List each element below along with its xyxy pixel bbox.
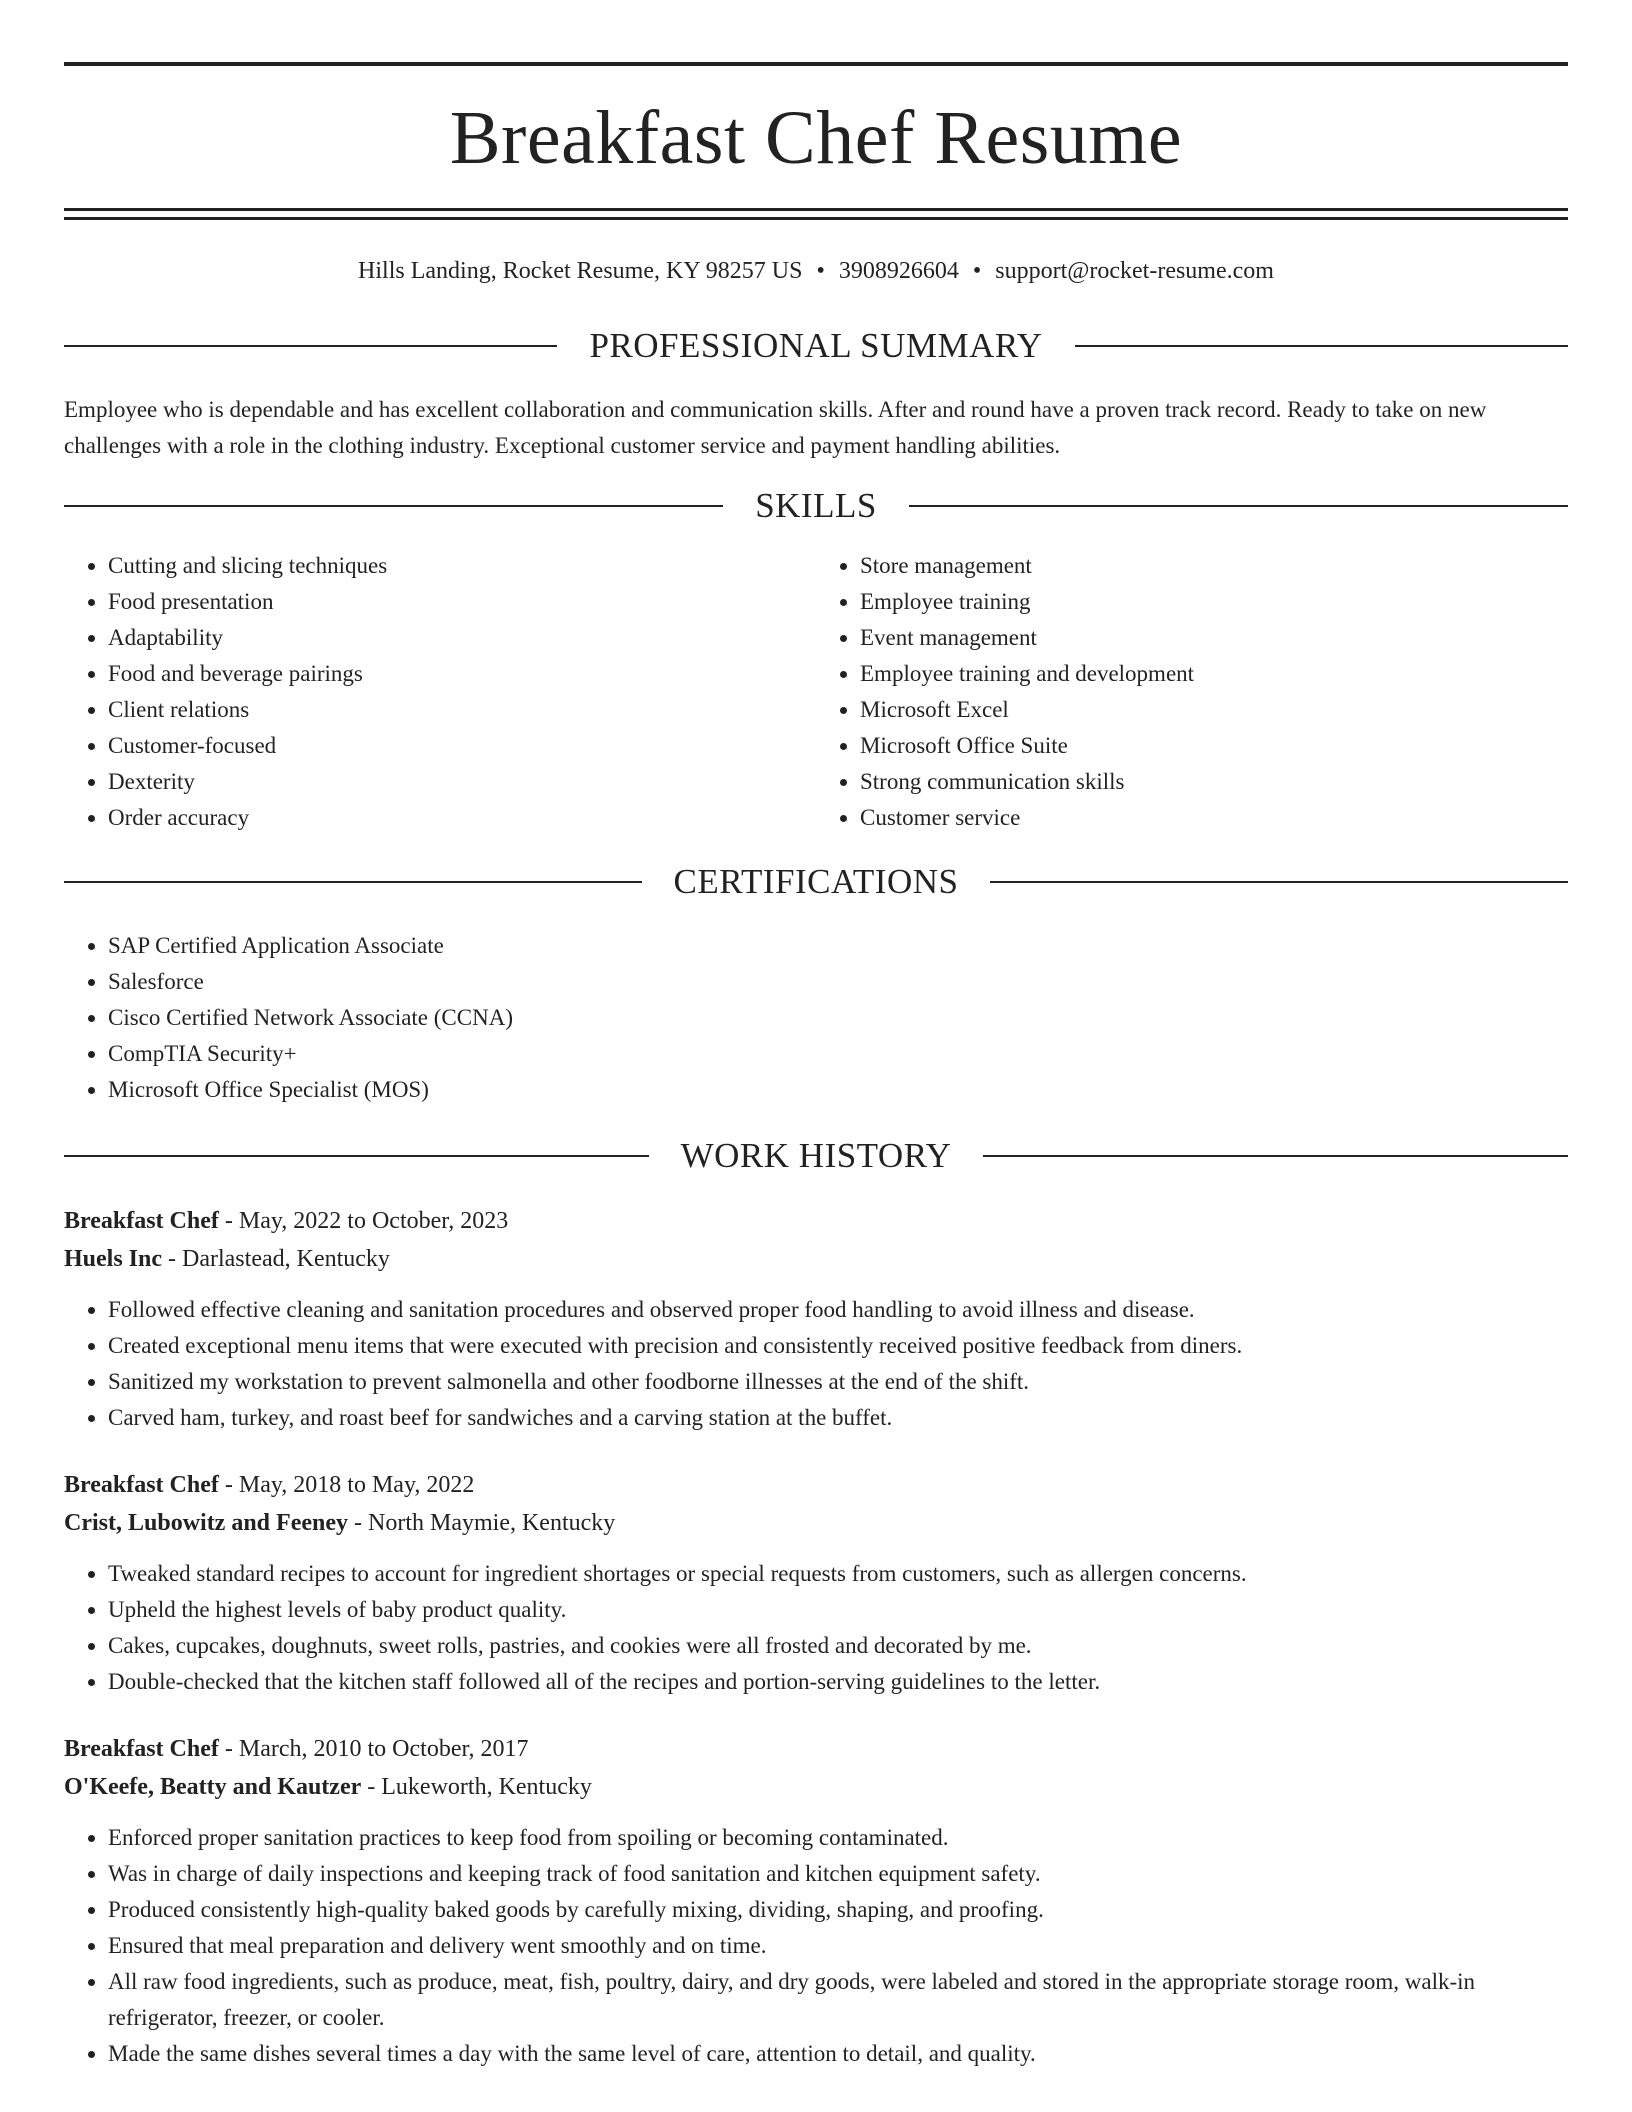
- job-duty: • All raw food ingredients, such as produce, meat, fish, poultry, dairy, and dry goods, were labeled and stored in the appropriate storage room, walk-in refrigerator, freezer, or cooler.: [108, 1964, 1568, 2036]
- skill-item: • Client relations: [108, 692, 816, 728]
- skill-item: • Strong communication skills: [860, 764, 1568, 800]
- certification-item: • Cisco Certified Network Associate (CCNA): [108, 1000, 1568, 1036]
- job-location: - North Maymie, Kentucky: [348, 1510, 616, 1536]
- job-entry: [64, 1730, 1568, 2072]
- job-company-line: [64, 1504, 1568, 1542]
- certifications-block: [64, 928, 1568, 1108]
- summary-heading-label: PROFESSIONAL SUMMARY: [589, 326, 1043, 365]
- job-duty: • Ensured that meal preparation and delivery went smoothly and on time.: [108, 1928, 1568, 1964]
- job-duty: • Made the same dishes several times a day with the same level of care, attention to detail, and quality.: [108, 2036, 1568, 2072]
- job-duty: • Created exceptional menu items that were executed with precision and consistently received positive feedback from diners.: [108, 1328, 1568, 1364]
- job-duties-list: [64, 1292, 1568, 1436]
- skills-section-heading: [64, 486, 1568, 526]
- certifications-list: [64, 928, 1568, 1108]
- job-duty: • Followed effective cleaning and sanitation procedures and observed proper food handling to avoid illness and disease.: [108, 1292, 1568, 1328]
- skill-item: • Dexterity: [108, 764, 816, 800]
- heading-rule: [64, 1155, 649, 1157]
- job-company: O'Keefe, Beatty and Kautzer: [64, 1774, 362, 1800]
- summary-section-heading: [64, 326, 1568, 366]
- heading-rule: [64, 505, 723, 507]
- job-duty: • Was in charge of daily inspections and keeping track of food sanitation and kitchen equipment safety.: [108, 1856, 1568, 1892]
- certification-item: • Microsoft Office Specialist (MOS): [108, 1072, 1568, 1108]
- job-company-line: [64, 1768, 1568, 1806]
- job-location: - Lukeworth, Kentucky: [361, 1774, 592, 1800]
- heading-rule: [983, 1155, 1568, 1157]
- contact-phone: 3908926604: [838, 258, 959, 284]
- contact-address: Hills Landing, Rocket Resume, KY 98257 US: [358, 258, 803, 284]
- skill-item: • Customer service: [860, 800, 1568, 836]
- job-title: Breakfast Chef: [64, 1736, 219, 1762]
- job-duties-list: [64, 1820, 1568, 2072]
- skill-item: • Food presentation: [108, 584, 816, 620]
- skill-item: • Order accuracy: [108, 800, 816, 836]
- job-title: Breakfast Chef: [64, 1208, 219, 1234]
- job-duty: • Sanitized my workstation to prevent salmonella and other foodborne illnesses at the end of the shift.: [108, 1364, 1568, 1400]
- job-dates: - March, 2010 to October, 2017: [218, 1736, 529, 1762]
- job-title-line: [64, 1466, 1568, 1504]
- skill-item: • Employee training: [860, 584, 1568, 620]
- job-duty: • Upheld the highest levels of baby product quality.: [108, 1592, 1568, 1628]
- skill-item: • Adaptability: [108, 620, 816, 656]
- skill-item: • Employee training and development: [860, 656, 1568, 692]
- job-title-line: [64, 1730, 1568, 1768]
- certification-item: • CompTIA Security+: [108, 1036, 1568, 1072]
- skill-item: • Store management: [860, 548, 1568, 584]
- heading-rule: [909, 505, 1568, 507]
- contact-line: [64, 256, 1568, 286]
- contact-separator: •: [972, 258, 982, 284]
- resume-title: Breakfast Chef Resume: [449, 96, 1183, 180]
- skill-item: • Customer-focused: [108, 728, 816, 764]
- contact-email: support@rocket-resume.com: [995, 258, 1274, 284]
- contact-separator: •: [816, 258, 825, 284]
- certification-item: • Salesforce: [108, 964, 1568, 1000]
- top-rule: [64, 62, 1568, 66]
- skill-item: • Food and beverage pairings: [108, 656, 816, 692]
- skills-heading-label: SKILLS: [755, 486, 877, 525]
- job-duty: • Tweaked standard recipes to account for ingredient shortages or special requests from customers, such as allergen concerns.: [108, 1556, 1568, 1592]
- skills-column-right: [816, 548, 1568, 836]
- job-dates: - May, 2018 to May, 2022: [218, 1472, 475, 1498]
- job-entry: [64, 1466, 1568, 1700]
- job-company: Crist, Lubowitz and Feeney: [64, 1510, 348, 1536]
- skills-column-left: [64, 548, 816, 836]
- job-title: Breakfast Chef: [64, 1472, 219, 1498]
- heading-rule: [990, 881, 1568, 883]
- skills-grid: [64, 548, 1568, 836]
- heading-rule: [64, 345, 557, 347]
- job-dates: - May, 2022 to October, 2023: [218, 1208, 509, 1234]
- job-duty: • Double-checked that the kitchen staff followed all of the recipes and portion-serving guidelines to the letter.: [108, 1664, 1568, 1700]
- job-duty: • Carved ham, turkey, and roast beef for sandwiches and a carving station at the buffet.: [108, 1400, 1568, 1436]
- skill-item: • Event management: [860, 620, 1568, 656]
- job-entry: [64, 1202, 1568, 1436]
- job-duty: • Produced consistently high-quality baked goods by carefully mixing, dividing, shaping, and proofing.: [108, 1892, 1568, 1928]
- job-location: - Darlastead, Kentucky: [162, 1246, 390, 1272]
- work-history-section-heading: [64, 1136, 1568, 1176]
- skills-list-left: [64, 548, 816, 836]
- work-history-heading-label: WORK HISTORY: [680, 1136, 952, 1175]
- job-duty: • Cakes, cupcakes, doughnuts, sweet rolls, pastries, and cookies were all frosted and decorated by me.: [108, 1628, 1568, 1664]
- job-duties-list: [64, 1556, 1568, 1700]
- job-company-line: [64, 1240, 1568, 1278]
- heading-rule: [64, 881, 642, 883]
- skill-item: • Cutting and slicing techniques: [108, 548, 816, 584]
- job-duty: • Enforced proper sanitation practices to keep food from spoiling or becoming contaminated.: [108, 1820, 1568, 1856]
- job-title-line: [64, 1202, 1568, 1240]
- skills-list-right: [816, 548, 1568, 836]
- certification-item: • SAP Certified Application Associate: [108, 928, 1568, 964]
- summary-text: Employee who is dependable and has excellent collaboration and communication skills. After and round have a proven track record. Ready to take on new challenges with a role in the clothing industry. Exceptional customer service and payment handling abilities.: [64, 397, 1487, 458]
- certifications-heading-label: CERTIFICATIONS: [673, 862, 959, 901]
- skill-item: • Microsoft Office Suite: [860, 728, 1568, 764]
- skill-item: • Microsoft Excel: [860, 692, 1568, 728]
- title-double-rule: [64, 208, 1568, 220]
- certifications-section-heading: [64, 862, 1568, 902]
- heading-rule: [1075, 345, 1568, 347]
- job-company: Huels Inc: [64, 1246, 163, 1272]
